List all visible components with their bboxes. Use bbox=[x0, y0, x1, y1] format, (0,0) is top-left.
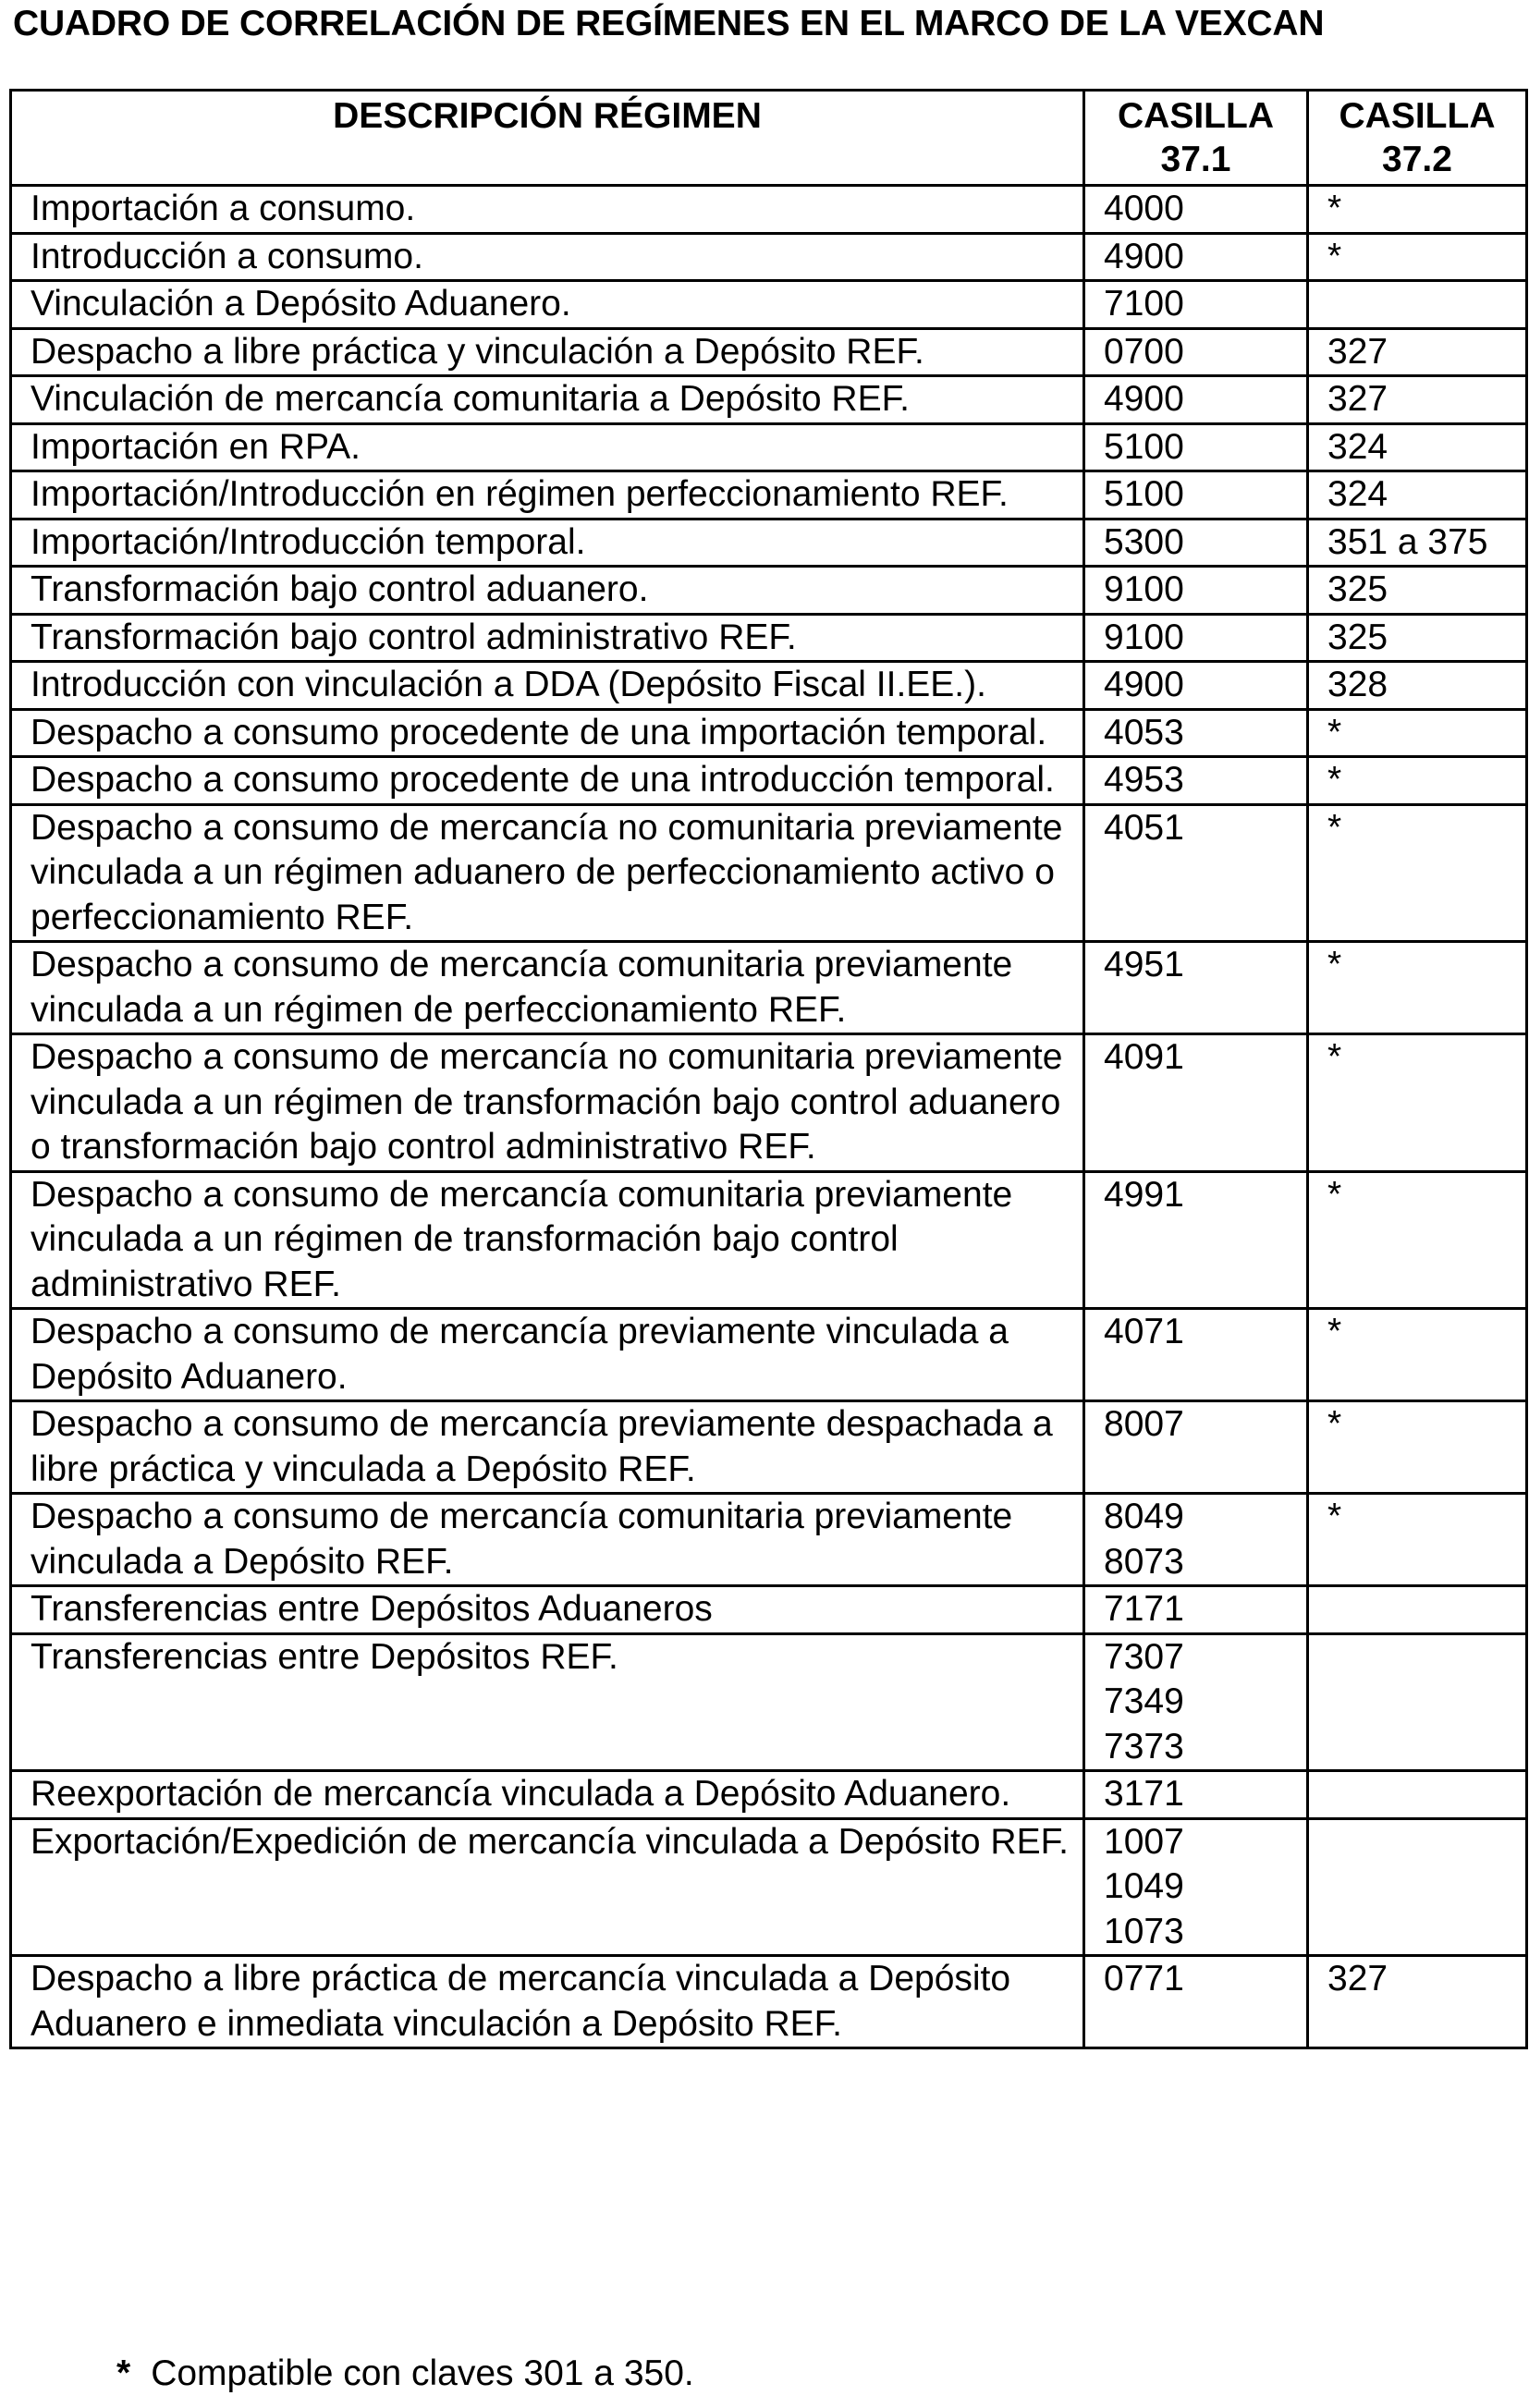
casilla-37-2-cell bbox=[1308, 281, 1527, 329]
casilla-37-1-cell bbox=[1084, 1771, 1308, 1819]
casilla-37-1-code: 5300 bbox=[1104, 521, 1184, 562]
table-row bbox=[11, 1818, 1527, 1956]
table-row bbox=[11, 1771, 1527, 1819]
casilla-37-1-cell bbox=[1084, 1034, 1308, 1172]
casilla-37-2-cell: 327 bbox=[1308, 376, 1527, 424]
casilla-37-1-code: 1049 bbox=[1104, 1866, 1184, 1906]
casilla-37-1-code: 5100 bbox=[1104, 426, 1184, 467]
casilla-37-1-cell bbox=[1084, 1309, 1308, 1401]
casilla-37-2-cell bbox=[1308, 1586, 1527, 1634]
table-row bbox=[11, 662, 1527, 710]
casilla-37-2-cell: * bbox=[1308, 1034, 1527, 1172]
casilla-37-1-code: 0700 bbox=[1104, 331, 1184, 372]
casilla-37-1-code: 7373 bbox=[1104, 1726, 1184, 1766]
casilla-37-2-cell bbox=[1308, 1633, 1527, 1771]
casilla-37-1-cell bbox=[1084, 757, 1308, 805]
table-row bbox=[11, 519, 1527, 567]
regime-description: Introducción con vinculación a DDA (Depósito Fiscal II.EE.). bbox=[11, 662, 1084, 710]
casilla-37-2-cell: * bbox=[1308, 1171, 1527, 1309]
regime-description: Despacho a consumo de mercancía comunitaria previamente vinculada a Depósito REF. bbox=[11, 1494, 1084, 1586]
casilla-37-1-cell bbox=[1084, 804, 1308, 942]
regime-description: Transferencias entre Depósitos REF. bbox=[11, 1633, 1084, 1771]
regime-description: Despacho a consumo de mercancía no comunitaria previamente vinculada a un régimen aduanero de perfeccionamiento activo o perfeccionamiento REF. bbox=[11, 804, 1084, 942]
casilla-37-1-code: 9100 bbox=[1104, 617, 1184, 657]
casilla-37-1-code: 7349 bbox=[1104, 1681, 1184, 1721]
regime-correlation-table bbox=[9, 89, 1528, 2049]
casilla-37-2-cell: 325 bbox=[1308, 567, 1527, 615]
casilla-37-2-cell: * bbox=[1308, 1494, 1527, 1586]
casilla-37-1-cell bbox=[1084, 662, 1308, 710]
casilla-37-2-cell: 351 a 375 bbox=[1308, 519, 1527, 567]
table-row bbox=[11, 1171, 1527, 1309]
regime-description: Despacho a consumo de mercancía no comunitaria previamente vinculada a un régimen de transformación bajo control aduanero o transformación bajo control administrativo REF. bbox=[11, 1034, 1084, 1172]
casilla-37-1-cell bbox=[1084, 186, 1308, 234]
casilla-37-2-cell: * bbox=[1308, 1401, 1527, 1494]
document-title: CUADRO DE CORRELACIÓN DE REGÍMENES EN EL MARCO DE LA VEXCAN bbox=[13, 4, 1325, 43]
regime-description: Importación/Introducción en régimen perfeccionamiento REF. bbox=[11, 471, 1084, 519]
casilla-37-2-cell: 327 bbox=[1308, 1956, 1527, 2048]
table-row bbox=[11, 942, 1527, 1034]
table-row bbox=[11, 567, 1527, 615]
casilla-37-1-code: 7100 bbox=[1104, 284, 1184, 324]
casilla-37-2-cell: 327 bbox=[1308, 328, 1527, 376]
table-row bbox=[11, 1494, 1527, 1586]
casilla-37-2-cell: * bbox=[1308, 233, 1527, 281]
casilla-37-1-cell bbox=[1084, 471, 1308, 519]
footnote-text: Compatible con claves 301 a 350. bbox=[151, 2353, 694, 2393]
casilla-37-1-cell bbox=[1084, 376, 1308, 424]
casilla-37-2-cell: * bbox=[1308, 757, 1527, 805]
table-row bbox=[11, 423, 1527, 471]
casilla-37-2-cell bbox=[1308, 1818, 1527, 1956]
casilla-37-1-cell bbox=[1084, 709, 1308, 757]
regime-description: Transformación bajo control aduanero. bbox=[11, 567, 1084, 615]
casilla-37-1-cell bbox=[1084, 567, 1308, 615]
regime-description: Exportación/Expedición de mercancía vinculada a Depósito REF. bbox=[11, 1818, 1084, 1956]
header-casilla-37-1: CASILLA 37.1 bbox=[1084, 91, 1308, 186]
footnote bbox=[116, 2352, 694, 2396]
header-casilla-37-2: CASILLA 37.2 bbox=[1308, 91, 1527, 186]
casilla-37-1-cell bbox=[1084, 423, 1308, 471]
casilla-37-1-cell bbox=[1084, 281, 1308, 329]
table-row bbox=[11, 1034, 1527, 1172]
casilla-37-1-cell bbox=[1084, 1633, 1308, 1771]
table-row bbox=[11, 471, 1527, 519]
regime-description: Despacho a libre práctica de mercancía vinculada a Depósito Aduanero e inmediata vinculación a Depósito REF. bbox=[11, 1956, 1084, 2048]
casilla-37-1-cell bbox=[1084, 519, 1308, 567]
casilla-37-1-cell bbox=[1084, 942, 1308, 1034]
regime-description: Transferencias entre Depósitos Aduaneros bbox=[11, 1586, 1084, 1634]
casilla-37-1-code: 4000 bbox=[1104, 189, 1184, 228]
casilla-37-1-code: 1007 bbox=[1104, 1821, 1184, 1862]
table-header-row bbox=[11, 91, 1527, 186]
table-row bbox=[11, 376, 1527, 424]
regime-description: Vinculación de mercancía comunitaria a Depósito REF. bbox=[11, 376, 1084, 424]
casilla-37-1-code: 4953 bbox=[1104, 760, 1184, 800]
table-row bbox=[11, 757, 1527, 805]
table-body bbox=[11, 186, 1527, 2048]
casilla-37-1-code: 4991 bbox=[1104, 1174, 1184, 1215]
footnote-marker: * bbox=[116, 2353, 131, 2393]
casilla-37-1-code: 4071 bbox=[1104, 1312, 1184, 1351]
casilla-37-2-cell bbox=[1308, 1771, 1527, 1819]
casilla-37-1-code: 8007 bbox=[1104, 1404, 1184, 1444]
regime-description: Vinculación a Depósito Aduanero. bbox=[11, 281, 1084, 329]
regime-description: Despacho a consumo de mercancía comunitaria previamente vinculada a un régimen de transformación bajo control administrativo REF. bbox=[11, 1171, 1084, 1309]
casilla-37-1-cell bbox=[1084, 614, 1308, 662]
casilla-37-1-code: 9100 bbox=[1104, 569, 1184, 609]
casilla-37-2-cell: * bbox=[1308, 186, 1527, 234]
regime-description: Importación/Introducción temporal. bbox=[11, 519, 1084, 567]
casilla-37-2-cell: * bbox=[1308, 1309, 1527, 1401]
casilla-37-1-code: 4091 bbox=[1104, 1037, 1184, 1077]
casilla-37-1-code: 5100 bbox=[1104, 474, 1184, 514]
casilla-37-2-cell: * bbox=[1308, 942, 1527, 1034]
table-row bbox=[11, 1401, 1527, 1494]
regime-description: Despacho a consumo de mercancía previamente vinculada a Depósito Aduanero. bbox=[11, 1309, 1084, 1401]
table-row bbox=[11, 1956, 1527, 2048]
table-row bbox=[11, 804, 1527, 942]
table-row bbox=[11, 709, 1527, 757]
casilla-37-1-code: 0771 bbox=[1104, 1959, 1184, 1999]
regime-description: Transformación bajo control administrativo REF. bbox=[11, 614, 1084, 662]
casilla-37-1-code: 8073 bbox=[1104, 1541, 1184, 1582]
casilla-37-1-cell bbox=[1084, 328, 1308, 376]
casilla-37-1-code: 3171 bbox=[1104, 1774, 1184, 1814]
regime-description: Despacho a consumo procedente de una importación temporal. bbox=[11, 709, 1084, 757]
casilla-37-2-cell: 328 bbox=[1308, 662, 1527, 710]
casilla-37-1-code: 7307 bbox=[1104, 1636, 1184, 1677]
casilla-37-1-cell bbox=[1084, 1818, 1308, 1956]
table-row bbox=[11, 1633, 1527, 1771]
table-row bbox=[11, 1586, 1527, 1634]
casilla-37-1-code: 4900 bbox=[1104, 236, 1184, 276]
casilla-37-1-cell bbox=[1084, 1494, 1308, 1586]
casilla-37-1-cell bbox=[1084, 1401, 1308, 1494]
casilla-37-1-code: 1073 bbox=[1104, 1911, 1184, 1951]
regime-description: Importación en RPA. bbox=[11, 423, 1084, 471]
table-row bbox=[11, 328, 1527, 376]
casilla-37-1-code: 4900 bbox=[1104, 665, 1184, 704]
casilla-37-1-code: 4053 bbox=[1104, 712, 1184, 752]
casilla-37-1-cell bbox=[1084, 1956, 1308, 2048]
regime-description: Despacho a consumo de mercancía previamente despachada a libre práctica y vinculada a Depósito REF. bbox=[11, 1401, 1084, 1494]
regime-description: Importación a consumo. bbox=[11, 186, 1084, 234]
casilla-37-2-cell: 324 bbox=[1308, 423, 1527, 471]
table-row bbox=[11, 614, 1527, 662]
casilla-37-1-code: 7171 bbox=[1104, 1589, 1184, 1629]
casilla-37-1-code: 4900 bbox=[1104, 379, 1184, 419]
casilla-37-1-cell bbox=[1084, 1171, 1308, 1309]
table-row bbox=[11, 186, 1527, 234]
casilla-37-2-cell: * bbox=[1308, 804, 1527, 942]
header-description: DESCRIPCIÓN RÉGIMEN bbox=[11, 91, 1084, 186]
regime-description: Despacho a libre práctica y vinculación a Depósito REF. bbox=[11, 328, 1084, 376]
regime-description: Despacho a consumo procedente de una introducción temporal. bbox=[11, 757, 1084, 805]
regime-description: Introducción a consumo. bbox=[11, 233, 1084, 281]
regime-description: Despacho a consumo de mercancía comunitaria previamente vinculada a un régimen de perfeccionamiento REF. bbox=[11, 942, 1084, 1034]
casilla-37-2-cell: 324 bbox=[1308, 471, 1527, 519]
regime-description: Reexportación de mercancía vinculada a Depósito Aduanero. bbox=[11, 1771, 1084, 1819]
casilla-37-1-code: 4951 bbox=[1104, 945, 1184, 984]
table-row bbox=[11, 281, 1527, 329]
casilla-37-2-cell: * bbox=[1308, 709, 1527, 757]
casilla-37-1-cell bbox=[1084, 1586, 1308, 1634]
casilla-37-1-cell bbox=[1084, 233, 1308, 281]
table-row bbox=[11, 233, 1527, 281]
table-row bbox=[11, 1309, 1527, 1401]
casilla-37-2-cell: 325 bbox=[1308, 614, 1527, 662]
casilla-37-1-code: 8049 bbox=[1104, 1497, 1184, 1536]
casilla-37-1-code: 4051 bbox=[1104, 807, 1184, 848]
